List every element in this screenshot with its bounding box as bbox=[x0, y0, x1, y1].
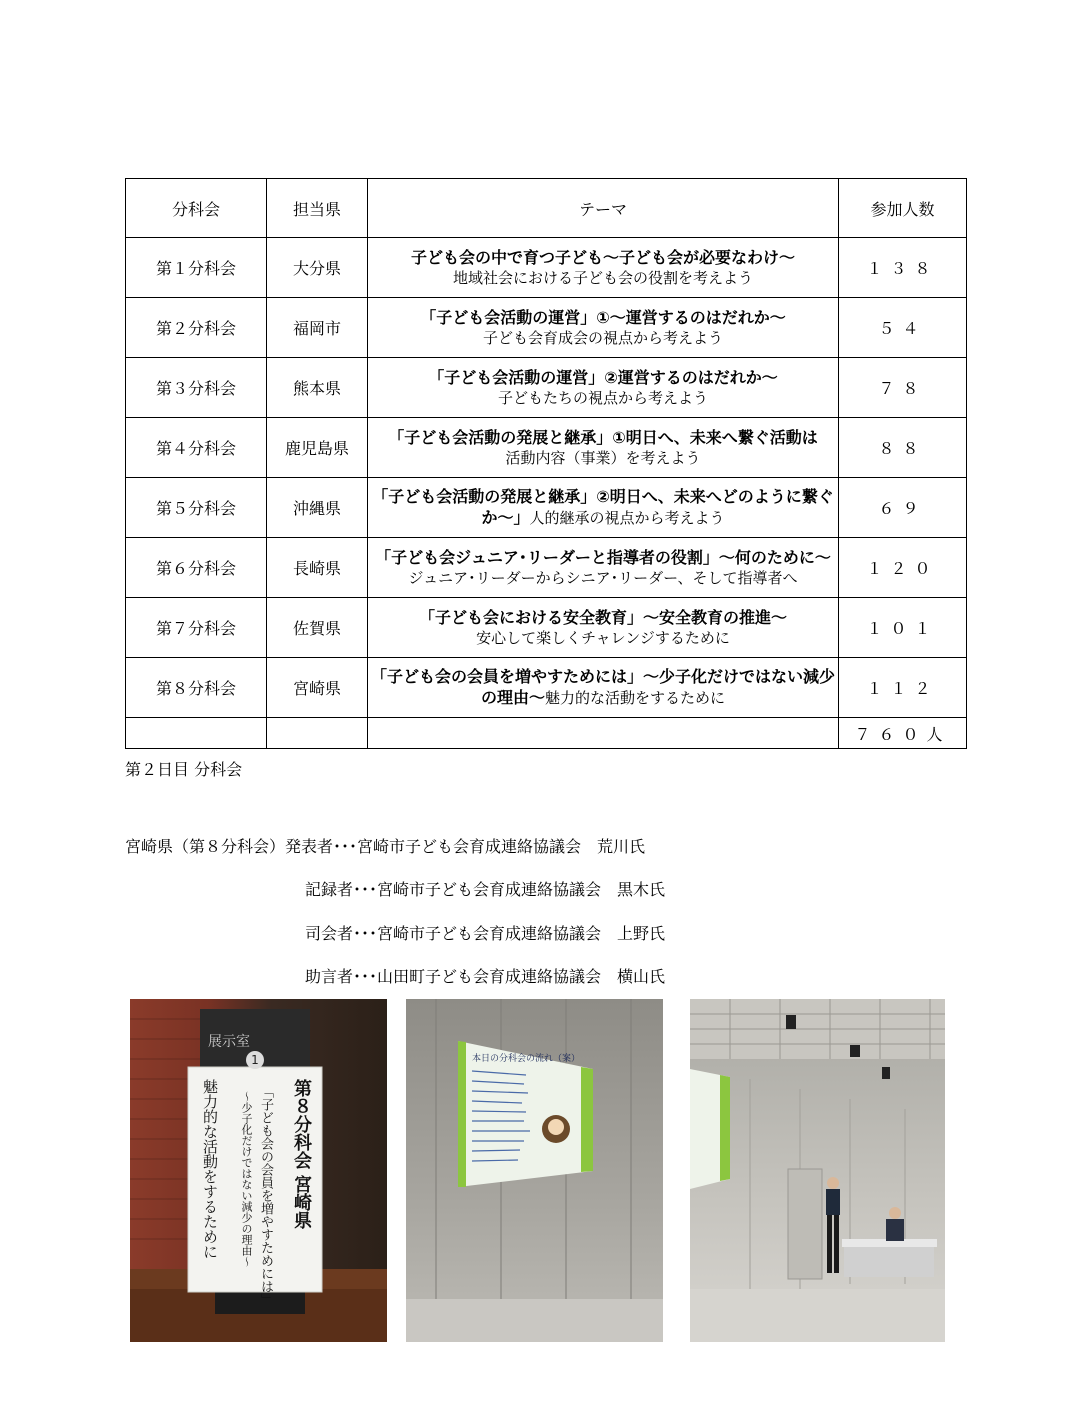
empty-cell bbox=[368, 718, 839, 749]
theme-title: 「子ども会活動の運営」①〜運営するのはだれか〜 bbox=[420, 307, 786, 327]
theme-title: 「子ども会活動の発展と継承」②明日へ、未来へどのように繋ぐか〜」 bbox=[372, 487, 834, 527]
table-row bbox=[126, 478, 967, 538]
session-table bbox=[125, 178, 967, 749]
header-participants: 参加人数 bbox=[839, 179, 967, 238]
photo-projected-slide bbox=[406, 999, 663, 1342]
prefecture-cell: 宮崎県 bbox=[267, 658, 368, 718]
participants-cell: １０１ bbox=[839, 598, 967, 658]
empty-cell bbox=[267, 718, 368, 749]
total-participants: ７６０人 bbox=[839, 718, 967, 749]
photo-background bbox=[690, 999, 945, 1342]
theme-cell bbox=[368, 358, 839, 418]
sign-theme-1: 「子ども会の会員を増やすためには」 bbox=[258, 1085, 273, 1306]
session-cell: 第１分科会 bbox=[126, 238, 267, 298]
session-cell: 第４分科会 bbox=[126, 418, 267, 478]
theme-title: 「子ども会ジュニア･リーダーと指導者の役割」〜何のために〜 bbox=[375, 547, 831, 567]
sign-theme-3: 魅力的な活動をするために bbox=[201, 1079, 219, 1259]
photo-presenters bbox=[690, 999, 945, 1342]
table-header-row bbox=[126, 179, 967, 238]
theme-title: 「子ども会の会員を増やすためには」〜少子化だけではない減少の理由〜 bbox=[370, 667, 835, 707]
prefecture-cell: 大分県 bbox=[267, 238, 368, 298]
session-cell: 第２分科会 bbox=[126, 298, 267, 358]
header-theme: テーマ bbox=[368, 179, 839, 238]
prefecture-cell: 佐賀県 bbox=[267, 598, 368, 658]
theme-cell bbox=[368, 658, 839, 718]
prefecture-cell: 沖縄県 bbox=[267, 478, 368, 538]
participants-cell: ６９ bbox=[839, 478, 967, 538]
theme-cell bbox=[368, 538, 839, 598]
theme-subtitle: 子ども会育成会の視点から考えよう bbox=[482, 328, 723, 347]
room-number: 1 bbox=[246, 1051, 264, 1069]
theme-subtitle: 子どもたちの視点から考えよう bbox=[497, 388, 708, 407]
theme-cell bbox=[368, 478, 839, 538]
header-prefecture: 担当県 bbox=[267, 179, 368, 238]
prefecture-cell: 福岡市 bbox=[267, 298, 368, 358]
session-cell: 第５分科会 bbox=[126, 478, 267, 538]
theme-title: 「子ども会活動の発展と継承」①明日へ、未来へ繋ぐ活動は bbox=[388, 427, 818, 447]
theme-subtitle: 活動内容（事業）を考えよう bbox=[505, 448, 701, 467]
theme-title: 「子ども会における安全教育」〜安全教育の推進〜 bbox=[418, 607, 787, 627]
session-cell: 第３分科会 bbox=[126, 358, 267, 418]
role-line-presenter bbox=[125, 834, 645, 857]
photo-session-sign bbox=[130, 999, 387, 1342]
table-row bbox=[126, 238, 967, 298]
role-line-recorder: 記録者･･･宮崎市子ども会育成連絡協議会 黒木氏 bbox=[305, 880, 666, 899]
prefecture-cell: 鹿児島県 bbox=[267, 418, 368, 478]
theme-subtitle: ジュニア･リーダーからシニア･リーダー、そして指導者へ bbox=[408, 568, 798, 587]
table-row bbox=[126, 358, 967, 418]
sign-session: 第８分科会 宮崎県 bbox=[291, 1079, 312, 1230]
table-total-row bbox=[126, 718, 967, 749]
empty-cell bbox=[126, 718, 267, 749]
theme-title: 「子ども会活動の運営」②運営するのはだれか〜 bbox=[428, 367, 778, 387]
participants-cell: ７８ bbox=[839, 358, 967, 418]
header-session: 分科会 bbox=[126, 179, 267, 238]
theme-cell bbox=[368, 298, 839, 358]
prefecture-cell: 長崎県 bbox=[267, 538, 368, 598]
theme-subtitle: 地域社会における子ども会の役割を考えよう bbox=[452, 268, 753, 287]
theme-cell bbox=[368, 418, 839, 478]
slide-title: 本日の分科会の流れ（案） bbox=[472, 1054, 581, 1064]
session-cell: 第７分科会 bbox=[126, 598, 267, 658]
session-cell: 第６分科会 bbox=[126, 538, 267, 598]
theme-cell bbox=[368, 238, 839, 298]
theme-subtitle: 魅力的な活動をするために bbox=[545, 689, 726, 707]
table-caption: 第２日目 分科会 bbox=[125, 760, 243, 779]
table-row bbox=[126, 658, 967, 718]
table-row bbox=[126, 538, 967, 598]
roles-prefix: 宮崎県（第８分科会） bbox=[125, 837, 286, 856]
participants-cell: ５４ bbox=[839, 298, 967, 358]
role-line-moderator: 司会者･･･宮崎市子ども会育成連絡協議会 上野氏 bbox=[305, 924, 666, 943]
theme-subtitle: 安心して楽しくチャレンジするために bbox=[476, 628, 730, 647]
table-row bbox=[126, 418, 967, 478]
room-label: 展示室 bbox=[208, 1034, 250, 1050]
theme-subtitle: 人的継承の視点から考えよう bbox=[529, 509, 725, 527]
table-row bbox=[126, 598, 967, 658]
participants-cell: １２０ bbox=[839, 538, 967, 598]
prefecture-cell: 熊本県 bbox=[267, 358, 368, 418]
participants-cell: １１２ bbox=[839, 658, 967, 718]
role-line-advisor: 助言者･･･山田町子ども会育成連絡協議会 横山氏 bbox=[305, 967, 666, 986]
participants-cell: ８８ bbox=[839, 418, 967, 478]
theme-title: 子ども会の中で育つ子ども〜子ども会が必要なわけ〜 bbox=[410, 247, 795, 267]
table-row bbox=[126, 298, 967, 358]
theme-cell bbox=[368, 598, 839, 658]
sign-theme-2: 〜少子化だけではない減少の理由〜 bbox=[240, 1091, 253, 1267]
participants-cell: １３８ bbox=[839, 238, 967, 298]
session-cell: 第８分科会 bbox=[126, 658, 267, 718]
role-text: 発表者･･･宮崎市子ども会育成連絡協議会 荒川氏 bbox=[285, 837, 646, 856]
